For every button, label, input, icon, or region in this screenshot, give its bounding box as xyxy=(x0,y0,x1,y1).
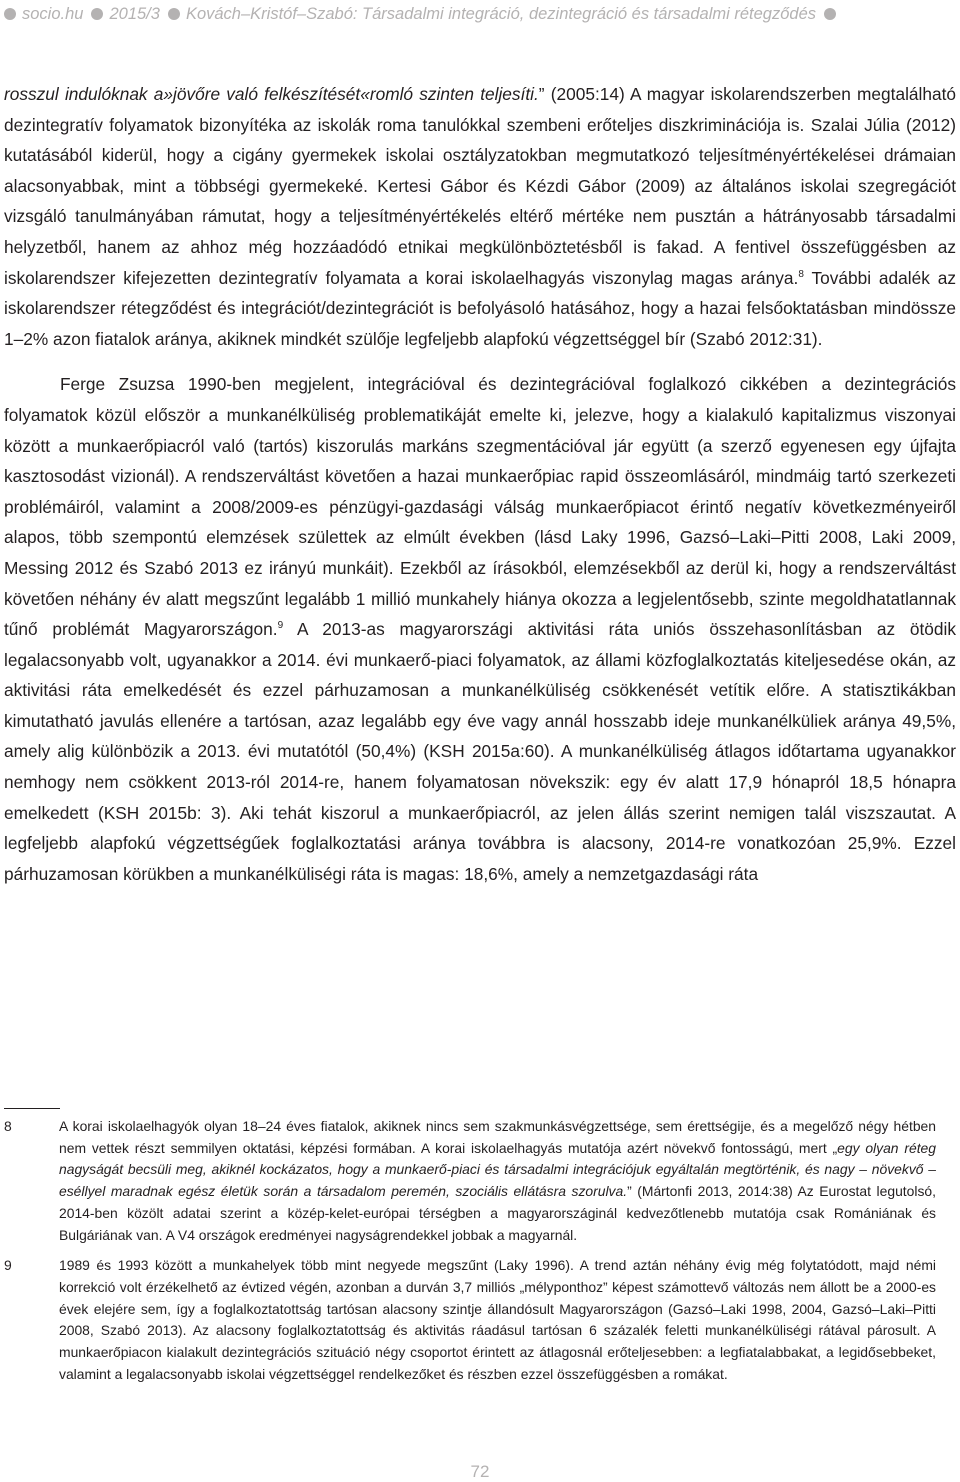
footnotes xyxy=(4,1116,936,1385)
footnote-italic-quote: egy olyan réteg nagyságát becsüli meg, akiknél kockázatos, hogy a munkaerő-piaci és társadalmi integrációjuk egyáltalán megtörténik, és nagy – növekvő – eséllyel maradnak egész életük során a társadalom peremén, szociális ellátásra szorulva. xyxy=(59,1139,937,1200)
italic-quote: rosszul indulóknak a»jövőre való felkészítését«romló szinten teljesíti. xyxy=(4,84,539,104)
bullet-dot-icon xyxy=(4,8,16,20)
footnote-number: 8 xyxy=(4,1118,12,1134)
footnote-ref-8[interactable]: 8 xyxy=(798,268,804,280)
bullet-dot-icon xyxy=(168,8,180,20)
paragraph-text: Ferge Zsuzsa 1990-ben megjelent, integrációval és dezintegrációval foglalkozó cikkében a dezintegrációs folyamatok közül először a munkanélküliség problematikáját emelte ki, jelezve, hogy a kialakuló kapitalizmus viszonyai között a munkaerőpiacról való (tartós) kiszorulás markáns szegmentációval jár együtt (a szerző egyenesen egy újfajta kasztosodást vizionál). A rendszerváltást követően a hazai munkaerőpiac rapid összeomlásáról, mindmáig tartó szerkezeti problémáiról, valamint a 2008/2009-es pénzügyi-gazdasági válság munkaerőpiacot érintő negatív következményeiről alapos, több szempontú elemzések születtek az elmúlt években (lásd Laky 1996, Gazsó–Laki–Pitti 2008, Laki 2009, Messing 2012 és Szabó 2013 ez irányú munkáit). Ezekből az írásokból, elemzésekből az derül ki, hogy a rendszerváltást követően néhány év alatt megszűnt legalább 1 millió munkahely hiánya okozza a legjelentősebb, szinte megoldhatatlannak tűnő problémát Magyarországon. xyxy=(4,374,956,640)
header-site: socio.hu xyxy=(22,5,84,23)
paragraph-text: További adalék az iskolarendszer rétegződést és integrációt/dezintegrációt is befolyásoló hatásához, hogy a hazai felsőoktatásban mindössze 1–2% azon fiatalok aránya, akiknek mindkét szülője legfeljebb alapfokú végzettséggel bír (Szabó 2012:31). xyxy=(4,267,956,349)
footnote-9 xyxy=(4,1255,936,1385)
footnote-text: 1989 és 1993 között a munkahelyek több mint negyede megszűnt (Laky 1996). A trend aztán néhány évig még folytatódott, majd némi korrekció volt érzékelhető az évtized végén, azonban a durván 3,7 milliós „mélyponthoz” képest számottevő változás nem állott be a 2000-es évek elejére sem, így a foglalkoztatottság tartósan alacsony szintje állandósult Magyarországon (Gazsó–Laki 1998, 2004, Gazsó–Laki–Pitti 2008, Szabó 2013). Az alacsony foglalkoztatottság és aktivitás ráadásul tartósan 6 százalék feletti munkanélküliségi rátával párosult. A munkaerőpiacon kialakult dezintegrációs szituáció négy csoportot érintett az átlagosnál erőteljesebben: a legfiatalabbakat, a legidősebbeket, valamint a legalacsonyabb iskolai végzettséggel rendelkezőket és részben ezzel összefüggésben a romákat. xyxy=(59,1257,936,1382)
header-article-title: Kovách–Kristóf–Szabó: Társadalmi integráció, dezintegráció és társadalmi rétegződés xyxy=(185,5,817,23)
header-issue: 2015/3 xyxy=(109,5,160,23)
paragraph-text: A 2013-as magyarországi aktivitási ráta uniós összehasonlításban az ötödik legalacsonyabb volt, ugyanakkor a 2014. évi munkaerő-piaci folyamatok, az állami közfoglalkoztatás kiteljesedése okán, az aktivitási ráta emelkedését és ezzel párhuzamosan a munkanélküliség csökkenését vetítik előre. A statisztikákban kimutatható javulás ellenére a tartósan, azaz legalább egy éve vagy annál hosszabb ideje munkanélküliek aránya 49,5%, amely alig különbözik a 2013. évi mutatótól (50,4%) (KSH 2015a:60). A munkanélküliség átlagos időtartama ugyanakkor nemhogy nem csökkent 2013-ról 2014-re, hanem folyamatosan növekszik: egy év alatt 17,9 hónapról 18,5 hónapra emelkedett (KSH 2015b: 3). Aki tehát kiszorul a munkaerőpiacról, az jelen állás szerint nemigen talál viszszautat. A legfeljebb alapfokú végzettségűek foglalkoztatási aránya továbbra is alacsony, 2014-re vonatkozóan 25,9%. Ezzel párhuzamosan körükben a munkanélküliségi ráta is magas: 18,6%, amely a nemzetgazdasági ráta xyxy=(4,619,956,884)
footnote-text: A korai iskolaelhagyók olyan 18–24 éves fiatalok, akiknek nincs sem szakmunkásvégzettsége, sem érettségije, és a megelőző négy hétben nem vettek részt semmilyen oktatási, képzési formában. A korai iskolaelhagyás mutatója azért növekvő fontosságú, mert „ xyxy=(59,1118,936,1156)
running-header xyxy=(4,2,960,26)
bullet-dot-icon xyxy=(91,8,103,20)
footnote-divider xyxy=(4,1108,60,1109)
page-number: 72 xyxy=(470,1462,490,1481)
footnote-ref-9[interactable]: 9 xyxy=(277,620,284,632)
paragraph-2 xyxy=(4,369,956,889)
bullet-dot-icon xyxy=(824,8,836,20)
footnote-number: 9 xyxy=(4,1257,12,1274)
paragraph-text: ” (2005:14) A magyar iskolarendszerben megtalálható dezintegratív folyamatok bizonyítéka az iskolák roma tanulókkal szembeni erőteljes diszkriminációja is. Szalai Júlia (2012) kutatásából kiderül, hogy a cigány gyermekek iskolai osztályzatokban megmutatkozó teljesítményértékelései drámaian alacsonyabbak, mint a többségi gyermekeké. Kertesi Gábor és Kézdi Gábor (2009) az általános iskolai szegregációt vizsgáló tanulmányában rámutat, hogy a teljesítményértékelés eltérő mértéke nem pusztán a hátrányosabb társadalmi helyzetből, hanem az ahhoz még hozzáadódó etnikai megkülönböztetésből is fakad. A fentivel összefüggésben az iskolarendszer kifejezetten dezintegratív folyamata a korai iskolaelhagyás viszonylag magas aránya. xyxy=(4,84,956,288)
footnote-8 xyxy=(4,1116,936,1246)
body-text xyxy=(4,79,956,889)
paragraph-1 xyxy=(4,79,956,354)
footnote-text: ” (Mártonfi 2013, 2014:38) Az Eurostat legutolsó, 2014-ben közölt adatai szerint a közép-kelet-európai térségben a magyarországinál kedvezőtlenebb mutatója csak Romániának és Bulgáriának van. A V4 országok eredményei nagyságrendekkel jobbak a magyarnál. xyxy=(59,1183,937,1243)
